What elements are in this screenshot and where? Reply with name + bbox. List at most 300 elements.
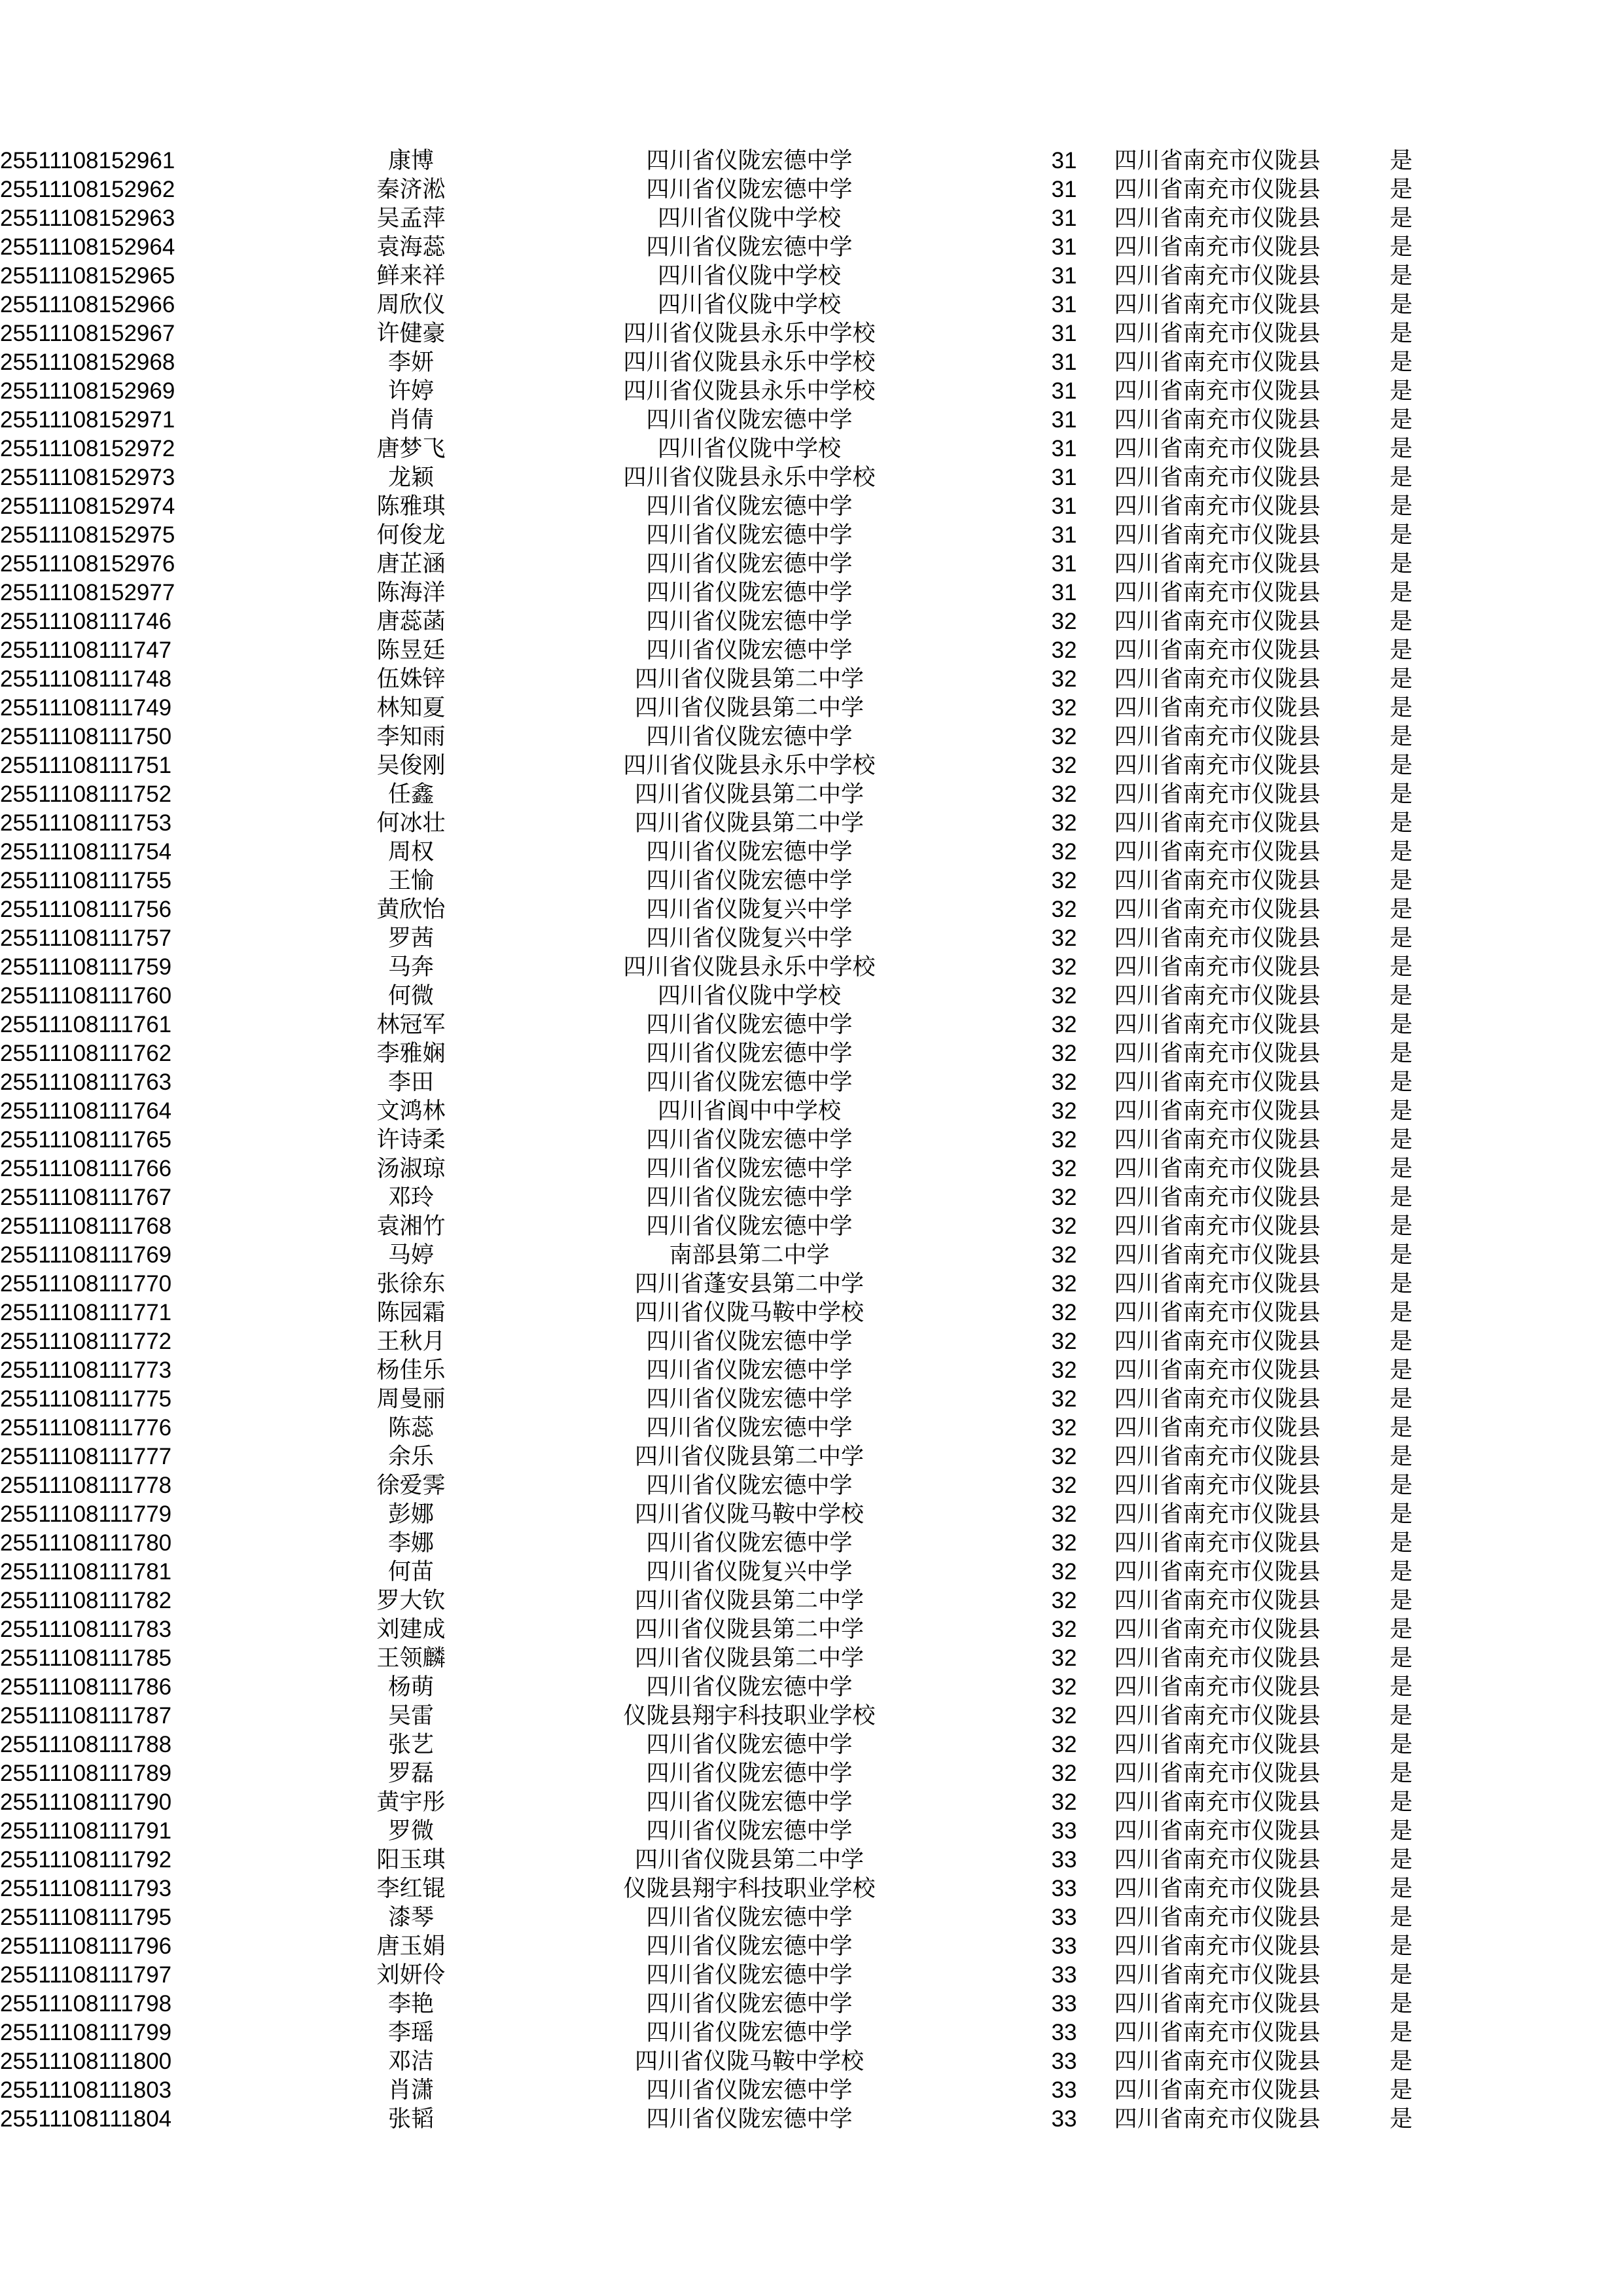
candidate-id-cell: 25511108152975	[0, 522, 175, 548]
district-cell: 四川省南充市仪陇县	[1114, 1098, 1321, 1124]
school-name-cell: 四川省仪陇宏德中学	[646, 868, 853, 893]
confirm-flag-cell: 是	[1389, 724, 1413, 749]
candidate-name-cell: 黄宇彤	[376, 1789, 446, 1815]
candidate-name-cell: 李艳	[387, 1991, 434, 2017]
district-cell: 四川省南充市仪陇县	[1114, 465, 1321, 490]
school-name-cell: 四川省仪陇县第二中学	[634, 781, 864, 807]
district-cell: 四川省南充市仪陇县	[1114, 925, 1321, 951]
district-cell: 四川省南充市仪陇县	[1114, 1444, 1321, 1469]
district-cell: 四川省南充市仪陇县	[1114, 551, 1321, 577]
school-name-cell: 四川省仪陇县永乐中学校	[623, 753, 876, 778]
confirm-flag-cell: 是	[1389, 1789, 1413, 1815]
table-row	[0, 809, 1479, 838]
batch-number-cell: 31	[1051, 522, 1077, 548]
school-name-cell: 四川省仪陇中学校	[657, 983, 841, 1009]
confirm-flag-cell: 是	[1389, 1761, 1413, 1786]
confirm-flag-cell: 是	[1389, 1242, 1413, 1268]
district-cell: 四川省南充市仪陇县	[1114, 1732, 1321, 1757]
table-row	[0, 377, 1479, 406]
candidate-id-cell: 25511108152967	[0, 321, 175, 346]
district-cell: 四川省南充市仪陇县	[1114, 1069, 1321, 1095]
candidate-name-cell: 伍姝锌	[376, 666, 446, 692]
candidate-id-cell: 25511108111759	[0, 954, 172, 980]
batch-number-cell: 33	[1051, 1962, 1077, 1988]
confirm-flag-cell: 是	[1389, 1271, 1413, 1297]
candidate-id-cell: 25511108152973	[0, 465, 175, 490]
district-cell: 四川省南充市仪陇县	[1114, 1185, 1321, 1210]
confirm-flag-cell: 是	[1389, 1617, 1413, 1642]
district-cell: 四川省南充市仪陇县	[1114, 1329, 1321, 1354]
confirm-flag-cell: 是	[1389, 465, 1413, 490]
batch-number-cell: 33	[1051, 2077, 1077, 2103]
confirm-flag-cell: 是	[1389, 695, 1413, 721]
candidate-name-cell: 陈蕊	[387, 1415, 434, 1441]
batch-number-cell: 32	[1051, 1386, 1077, 1412]
candidate-name-cell: 李知雨	[376, 724, 446, 749]
confirm-flag-cell: 是	[1389, 925, 1413, 951]
district-cell: 四川省南充市仪陇县	[1114, 666, 1321, 692]
school-name-cell: 四川省仪陇宏德中学	[646, 1329, 853, 1354]
candidate-id-cell: 25511108111770	[0, 1271, 172, 1297]
table-row	[0, 1270, 1479, 1299]
confirm-flag-cell: 是	[1389, 2106, 1413, 2132]
candidate-id-cell: 25511108111799	[0, 2020, 172, 2045]
candidate-name-cell: 唐梦飞	[376, 436, 446, 461]
candidate-id-cell: 25511108111790	[0, 1789, 172, 1815]
candidate-id-cell: 25511108111762	[0, 1041, 172, 1066]
district-cell: 四川省南充市仪陇县	[1114, 407, 1321, 433]
school-name-cell: 四川省仪陇县永乐中学校	[623, 954, 876, 980]
candidate-name-cell: 秦济淞	[376, 177, 446, 202]
table-row	[0, 1990, 1479, 2018]
candidate-name-cell: 康博	[387, 148, 434, 173]
candidate-name-cell: 林冠军	[376, 1012, 446, 1037]
district-cell: 四川省南充市仪陇县	[1114, 1300, 1321, 1325]
table-row	[0, 1443, 1479, 1471]
table-row	[0, 406, 1479, 435]
table-row	[0, 204, 1479, 233]
confirm-flag-cell: 是	[1389, 609, 1413, 634]
batch-number-cell: 32	[1051, 1242, 1077, 1268]
school-name-cell: 四川省仪陇宏德中学	[646, 1674, 853, 1700]
candidate-id-cell: 25511108152972	[0, 436, 175, 461]
candidate-id-cell: 25511108152968	[0, 350, 175, 375]
district-cell: 四川省南充市仪陇县	[1114, 2077, 1321, 2103]
confirm-flag-cell: 是	[1389, 839, 1413, 865]
district-cell: 四川省南充市仪陇县	[1114, 1415, 1321, 1441]
school-name-cell: 四川省仪陇县第二中学	[634, 1444, 864, 1469]
table-row	[0, 1385, 1479, 1414]
candidate-id-cell: 25511108111766	[0, 1156, 172, 1181]
batch-number-cell: 32	[1051, 1156, 1077, 1181]
school-name-cell: 四川省仪陇宏德中学	[646, 609, 853, 634]
table-row	[0, 2105, 1479, 2134]
table-row	[0, 2047, 1479, 2076]
candidate-name-cell: 何苗	[387, 1559, 434, 1585]
records-table	[0, 147, 1479, 2134]
candidate-name-cell: 徐爱霁	[376, 1473, 446, 1498]
candidate-id-cell: 25511108111797	[0, 1962, 172, 1988]
batch-number-cell: 32	[1051, 1357, 1077, 1383]
school-name-cell: 四川省仪陇复兴中学	[646, 925, 853, 951]
table-row	[0, 435, 1479, 463]
school-name-cell: 四川省仪陇县第二中学	[634, 1617, 864, 1642]
candidate-id-cell: 25511108111751	[0, 753, 172, 778]
table-row	[0, 262, 1479, 291]
candidate-id-cell: 25511108111798	[0, 1991, 172, 2017]
candidate-name-cell: 鲜来祥	[376, 263, 446, 289]
candidate-id-cell: 25511108111778	[0, 1473, 172, 1498]
school-name-cell: 四川省仪陇县永乐中学校	[623, 321, 876, 346]
school-name-cell: 四川省仪陇县第二中学	[634, 1645, 864, 1671]
table-row	[0, 1241, 1479, 1270]
district-cell: 四川省南充市仪陇县	[1114, 839, 1321, 865]
confirm-flag-cell: 是	[1389, 148, 1413, 173]
school-name-cell: 四川省仪陇复兴中学	[646, 1559, 853, 1585]
district-cell: 四川省南充市仪陇县	[1114, 1501, 1321, 1527]
candidate-name-cell: 罗微	[387, 1818, 434, 1844]
table-row	[0, 780, 1479, 809]
candidate-name-cell: 余乐	[387, 1444, 434, 1469]
table-row	[0, 1615, 1479, 1644]
candidate-name-cell: 李雅娴	[376, 1041, 446, 1066]
candidate-id-cell: 25511108111793	[0, 1876, 172, 1901]
batch-number-cell: 31	[1051, 436, 1077, 461]
district-cell: 四川省南充市仪陇县	[1114, 1761, 1321, 1786]
district-cell: 四川省南充市仪陇县	[1114, 493, 1321, 519]
candidate-id-cell: 25511108111761	[0, 1012, 172, 1037]
district-cell: 四川省南充市仪陇县	[1114, 897, 1321, 922]
table-row	[0, 1644, 1479, 1673]
candidate-name-cell: 许健豪	[376, 321, 446, 346]
confirm-flag-cell: 是	[1389, 1559, 1413, 1585]
school-name-cell: 四川省仪陇宏德中学	[646, 493, 853, 519]
table-row	[0, 1961, 1479, 1990]
district-cell: 四川省南充市仪陇县	[1114, 1617, 1321, 1642]
confirm-flag-cell: 是	[1389, 781, 1413, 807]
confirm-flag-cell: 是	[1389, 1962, 1413, 1988]
candidate-name-cell: 吴雷	[387, 1703, 434, 1729]
district-cell: 四川省南充市仪陇县	[1114, 2106, 1321, 2132]
candidate-name-cell: 王领麟	[376, 1645, 446, 1671]
table-row	[0, 723, 1479, 751]
candidate-id-cell: 25511108152963	[0, 206, 175, 231]
candidate-id-cell: 25511108111750	[0, 724, 172, 749]
table-row	[0, 694, 1479, 723]
batch-number-cell: 32	[1051, 1473, 1077, 1498]
candidate-name-cell: 黄欣怡	[376, 897, 446, 922]
school-name-cell: 四川省仪陇县第二中学	[634, 1588, 864, 1613]
school-name-cell: 仪陇县翔宇科技职业学校	[623, 1876, 876, 1901]
candidate-id-cell: 25511108111785	[0, 1645, 172, 1671]
table-row	[0, 1039, 1479, 1068]
confirm-flag-cell: 是	[1389, 1732, 1413, 1757]
district-cell: 四川省南充市仪陇县	[1114, 781, 1321, 807]
candidate-name-cell: 袁海蕊	[376, 234, 446, 260]
candidate-name-cell: 马婷	[387, 1242, 434, 1268]
table-row	[0, 233, 1479, 262]
confirm-flag-cell: 是	[1389, 493, 1413, 519]
district-cell: 四川省南充市仪陇县	[1114, 263, 1321, 289]
table-row	[0, 2076, 1479, 2105]
batch-number-cell: 31	[1051, 206, 1077, 231]
confirm-flag-cell: 是	[1389, 1588, 1413, 1613]
candidate-name-cell: 何冰壮	[376, 810, 446, 836]
district-cell: 四川省南充市仪陇县	[1114, 292, 1321, 317]
district-cell: 四川省南充市仪陇县	[1114, 148, 1321, 173]
school-name-cell: 四川省仪陇宏德中学	[646, 551, 853, 577]
confirm-flag-cell: 是	[1389, 407, 1413, 433]
district-cell: 四川省南充市仪陇县	[1114, 436, 1321, 461]
candidate-id-cell: 25511108111746	[0, 609, 172, 634]
confirm-flag-cell: 是	[1389, 1933, 1413, 1959]
table-row	[0, 1183, 1479, 1212]
school-name-cell: 四川省仪陇宏德中学	[646, 1473, 853, 1498]
district-cell: 四川省南充市仪陇县	[1114, 954, 1321, 980]
district-cell: 四川省南充市仪陇县	[1114, 1674, 1321, 1700]
batch-number-cell: 32	[1051, 954, 1077, 980]
district-cell: 四川省南充市仪陇县	[1114, 1559, 1321, 1585]
school-name-cell: 四川省仪陇宏德中学	[646, 407, 853, 433]
confirm-flag-cell: 是	[1389, 868, 1413, 893]
school-name-cell: 四川省仪陇宏德中学	[646, 1213, 853, 1239]
candidate-id-cell: 25511108152964	[0, 234, 175, 260]
district-cell: 四川省南充市仪陇县	[1114, 637, 1321, 663]
batch-number-cell: 32	[1051, 1127, 1077, 1153]
batch-number-cell: 32	[1051, 1329, 1077, 1354]
batch-number-cell: 32	[1051, 1588, 1077, 1613]
batch-number-cell: 32	[1051, 609, 1077, 634]
confirm-flag-cell: 是	[1389, 1415, 1413, 1441]
table-row	[0, 1299, 1479, 1327]
table-row	[0, 1327, 1479, 1356]
table-row	[0, 665, 1479, 694]
district-cell: 四川省南充市仪陇县	[1114, 868, 1321, 893]
school-name-cell: 四川省仪陇宏德中学	[646, 1530, 853, 1556]
district-cell: 四川省南充市仪陇县	[1114, 234, 1321, 260]
school-name-cell: 四川省仪陇宏德中学	[646, 1386, 853, 1412]
confirm-flag-cell: 是	[1389, 206, 1413, 231]
candidate-id-cell: 25511108111786	[0, 1674, 172, 1700]
batch-number-cell: 32	[1051, 1530, 1077, 1556]
candidate-name-cell: 许诗柔	[376, 1127, 446, 1153]
table-row	[0, 1874, 1479, 1903]
school-name-cell: 四川省仪陇宏德中学	[646, 1789, 853, 1815]
candidate-id-cell: 25511108111791	[0, 1818, 172, 1844]
district-cell: 四川省南充市仪陇县	[1114, 1588, 1321, 1613]
confirm-flag-cell: 是	[1389, 1329, 1413, 1354]
batch-number-cell: 32	[1051, 724, 1077, 749]
batch-number-cell: 31	[1051, 177, 1077, 202]
candidate-name-cell: 许婷	[387, 378, 434, 404]
table-row	[0, 1731, 1479, 1759]
candidate-id-cell: 25511108111795	[0, 1905, 172, 1930]
batch-number-cell: 32	[1051, 897, 1077, 922]
candidate-id-cell: 25511108111788	[0, 1732, 172, 1757]
batch-number-cell: 32	[1051, 753, 1077, 778]
confirm-flag-cell: 是	[1389, 1530, 1413, 1556]
candidate-id-cell: 25511108111773	[0, 1357, 172, 1383]
candidate-name-cell: 张艺	[387, 1732, 434, 1757]
candidate-id-cell: 25511108152974	[0, 493, 175, 519]
district-cell: 四川省南充市仪陇县	[1114, 1242, 1321, 1268]
table-row	[0, 1932, 1479, 1961]
batch-number-cell: 32	[1051, 1012, 1077, 1037]
candidate-name-cell: 刘妍伶	[376, 1962, 446, 1988]
candidate-name-cell: 刘建成	[376, 1617, 446, 1642]
district-cell: 四川省南充市仪陇县	[1114, 350, 1321, 375]
table-row	[0, 953, 1479, 982]
candidate-name-cell: 文鸿林	[376, 1098, 446, 1124]
batch-number-cell: 32	[1051, 983, 1077, 1009]
batch-number-cell: 32	[1051, 1559, 1077, 1585]
confirm-flag-cell: 是	[1389, 2049, 1413, 2074]
confirm-flag-cell: 是	[1389, 177, 1413, 202]
confirm-flag-cell: 是	[1389, 1213, 1413, 1239]
candidate-id-cell: 25511108152976	[0, 551, 175, 577]
candidate-name-cell: 周权	[387, 839, 434, 865]
candidate-name-cell: 张徐东	[376, 1271, 446, 1297]
confirm-flag-cell: 是	[1389, 292, 1413, 317]
candidate-name-cell: 唐芷涵	[376, 551, 446, 577]
district-cell: 四川省南充市仪陇县	[1114, 1156, 1321, 1181]
candidate-id-cell: 25511108111753	[0, 810, 172, 836]
candidate-name-cell: 龙颖	[387, 465, 434, 490]
table-row	[0, 1471, 1479, 1500]
batch-number-cell: 33	[1051, 2049, 1077, 2074]
batch-number-cell: 31	[1051, 580, 1077, 605]
school-name-cell: 四川省仪陇宏德中学	[646, 1962, 853, 1988]
confirm-flag-cell: 是	[1389, 1357, 1413, 1383]
confirm-flag-cell: 是	[1389, 1444, 1413, 1469]
candidate-id-cell: 25511108111771	[0, 1300, 172, 1325]
school-name-cell: 四川省仪陇宏德中学	[646, 1732, 853, 1757]
batch-number-cell: 33	[1051, 1905, 1077, 1930]
confirm-flag-cell: 是	[1389, 1501, 1413, 1527]
school-name-cell: 四川省仪陇宏德中学	[646, 1991, 853, 2017]
table-row	[0, 1558, 1479, 1587]
school-name-cell: 四川省阆中中学校	[657, 1098, 841, 1124]
batch-number-cell: 32	[1051, 1069, 1077, 1095]
school-name-cell: 四川省仪陇宏德中学	[646, 177, 853, 202]
confirm-flag-cell: 是	[1389, 1473, 1413, 1498]
candidate-id-cell: 25511108111763	[0, 1069, 172, 1095]
candidate-id-cell: 25511108111803	[0, 2077, 172, 2103]
table-row	[0, 607, 1479, 636]
confirm-flag-cell: 是	[1389, 753, 1413, 778]
batch-number-cell: 32	[1051, 1732, 1077, 1757]
confirm-flag-cell: 是	[1389, 1156, 1413, 1181]
batch-number-cell: 32	[1051, 925, 1077, 951]
candidate-id-cell: 25511108111748	[0, 666, 172, 692]
batch-number-cell: 33	[1051, 1933, 1077, 1959]
school-name-cell: 四川省仪陇县第二中学	[634, 810, 864, 836]
district-cell: 四川省南充市仪陇县	[1114, 1271, 1321, 1297]
candidate-name-cell: 罗磊	[387, 1761, 434, 1786]
district-cell: 四川省南充市仪陇县	[1114, 321, 1321, 346]
batch-number-cell: 32	[1051, 1271, 1077, 1297]
candidate-name-cell: 邓玲	[387, 1185, 434, 1210]
school-name-cell: 四川省仪陇县永乐中学校	[623, 465, 876, 490]
district-cell: 四川省南充市仪陇县	[1114, 1645, 1321, 1671]
district-cell: 四川省南充市仪陇县	[1114, 724, 1321, 749]
table-row	[0, 521, 1479, 550]
candidate-name-cell: 陈海洋	[376, 580, 446, 605]
confirm-flag-cell: 是	[1389, 666, 1413, 692]
candidate-id-cell: 25511108111747	[0, 637, 172, 663]
candidate-name-cell: 罗大钦	[376, 1588, 446, 1613]
candidate-id-cell: 25511108111752	[0, 781, 172, 807]
candidate-id-cell: 25511108152961	[0, 148, 175, 173]
batch-number-cell: 32	[1051, 781, 1077, 807]
school-name-cell: 四川省仪陇宏德中学	[646, 234, 853, 260]
district-cell: 四川省南充市仪陇县	[1114, 1876, 1321, 1901]
confirm-flag-cell: 是	[1389, 2020, 1413, 2045]
candidate-id-cell: 25511108111782	[0, 1588, 172, 1613]
batch-number-cell: 31	[1051, 350, 1077, 375]
table-row	[0, 1817, 1479, 1846]
candidate-name-cell: 漆琴	[387, 1905, 434, 1930]
confirm-flag-cell: 是	[1389, 1012, 1413, 1037]
table-row	[0, 1356, 1479, 1385]
school-name-cell: 四川省仪陇宏德中学	[646, 2077, 853, 2103]
district-cell: 四川省南充市仪陇县	[1114, 1041, 1321, 1066]
confirm-flag-cell: 是	[1389, 1847, 1413, 1873]
batch-number-cell: 32	[1051, 1098, 1077, 1124]
district-cell: 四川省南充市仪陇县	[1114, 1530, 1321, 1556]
table-row	[0, 1068, 1479, 1097]
school-name-cell: 四川省仪陇宏德中学	[646, 2106, 853, 2132]
batch-number-cell: 31	[1051, 493, 1077, 519]
table-row	[0, 1011, 1479, 1039]
confirm-flag-cell: 是	[1389, 954, 1413, 980]
candidate-id-cell: 25511108111779	[0, 1501, 172, 1527]
school-name-cell: 四川省仪陇宏德中学	[646, 724, 853, 749]
district-cell: 四川省南充市仪陇县	[1114, 1789, 1321, 1815]
confirm-flag-cell: 是	[1389, 983, 1413, 1009]
candidate-name-cell: 李瑶	[387, 2020, 434, 2045]
confirm-flag-cell: 是	[1389, 1069, 1413, 1095]
batch-number-cell: 32	[1051, 666, 1077, 692]
candidate-name-cell: 袁湘竹	[376, 1213, 446, 1239]
school-name-cell: 四川省仪陇马鞍中学校	[634, 1300, 864, 1325]
table-row	[0, 1788, 1479, 1817]
candidate-id-cell: 25511108111760	[0, 983, 172, 1009]
school-name-cell: 四川省仪陇县第二中学	[634, 666, 864, 692]
batch-number-cell: 31	[1051, 292, 1077, 317]
candidate-name-cell: 阳玉琪	[376, 1847, 446, 1873]
district-cell: 四川省南充市仪陇县	[1114, 177, 1321, 202]
candidate-id-cell: 25511108111780	[0, 1530, 172, 1556]
candidate-name-cell: 陈昱廷	[376, 637, 446, 663]
candidate-id-cell: 25511108111783	[0, 1617, 172, 1642]
confirm-flag-cell: 是	[1389, 1098, 1413, 1124]
candidate-name-cell: 罗茜	[387, 925, 434, 951]
school-name-cell: 四川省仪陇复兴中学	[646, 897, 853, 922]
candidate-id-cell: 25511108111789	[0, 1761, 172, 1786]
candidate-id-cell: 25511108111781	[0, 1559, 172, 1585]
district-cell: 四川省南充市仪陇县	[1114, 753, 1321, 778]
candidate-id-cell: 25511108152965	[0, 263, 175, 289]
table-row	[0, 895, 1479, 924]
table-row	[0, 1587, 1479, 1615]
records-table-body	[0, 147, 1479, 2134]
candidate-name-cell: 肖潇	[387, 2077, 434, 2103]
school-name-cell: 四川省仪陇宏德中学	[646, 1041, 853, 1066]
batch-number-cell: 32	[1051, 1789, 1077, 1815]
batch-number-cell: 32	[1051, 695, 1077, 721]
candidate-name-cell: 林知夏	[376, 695, 446, 721]
